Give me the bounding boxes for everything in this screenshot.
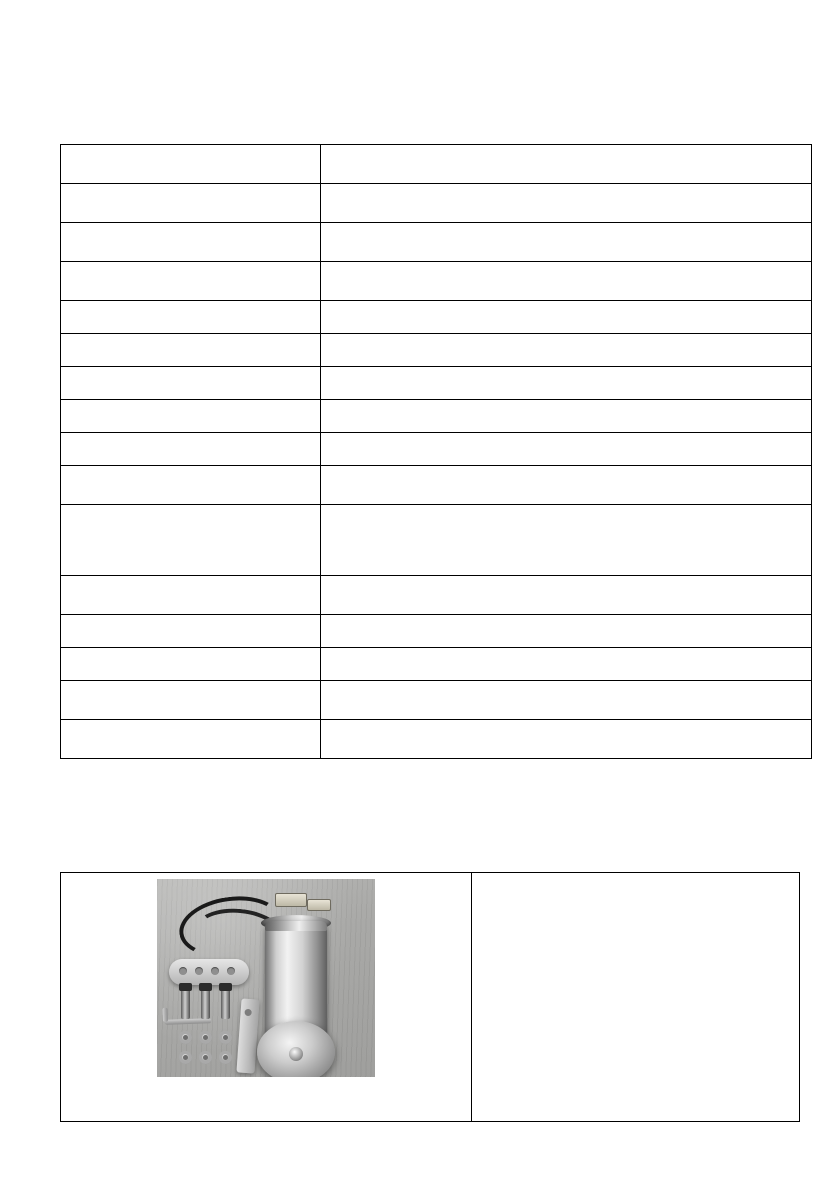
spec-value xyxy=(321,145,812,184)
spec-value xyxy=(321,648,812,681)
bolt-icon xyxy=(181,989,190,1019)
specification-table-body xyxy=(61,145,812,759)
spec-value xyxy=(321,223,812,262)
table-row xyxy=(61,466,812,505)
spec-value xyxy=(321,576,812,615)
washer-icon xyxy=(199,1051,212,1064)
product-image-table xyxy=(60,872,800,1122)
spec-label xyxy=(61,223,321,262)
washer-icon xyxy=(179,1031,192,1044)
spec-label xyxy=(61,400,321,433)
spec-value xyxy=(321,400,812,433)
washer-icon xyxy=(219,1051,232,1064)
spec-value xyxy=(321,433,812,466)
bolt-icon xyxy=(221,989,230,1019)
table-row xyxy=(61,720,812,759)
table-row xyxy=(61,145,812,184)
table-row xyxy=(61,400,812,433)
spec-value xyxy=(321,466,812,505)
washer-icon xyxy=(179,1051,192,1064)
spec-value xyxy=(321,262,812,301)
table-row xyxy=(61,576,812,615)
spec-label xyxy=(61,466,321,505)
spanner-wrench-icon xyxy=(169,959,249,985)
spec-value xyxy=(321,301,812,334)
spec-value xyxy=(321,184,812,223)
connector-icon xyxy=(275,893,307,907)
spec-value xyxy=(321,334,812,367)
spec-label xyxy=(61,184,321,223)
table-row xyxy=(61,184,812,223)
table-row xyxy=(61,505,812,576)
connector-icon xyxy=(307,899,331,911)
product-description-cell xyxy=(472,873,800,1122)
product-photo xyxy=(157,879,375,1077)
table-row xyxy=(61,433,812,466)
table-row xyxy=(61,873,800,1122)
spec-label xyxy=(61,145,321,184)
washer-icon xyxy=(199,1031,212,1044)
spec-label xyxy=(61,720,321,759)
spec-value xyxy=(321,681,812,720)
spec-value xyxy=(321,367,812,400)
spec-label xyxy=(61,576,321,615)
bolt-icon xyxy=(201,989,210,1019)
spec-label xyxy=(61,681,321,720)
spec-label xyxy=(61,367,321,400)
spec-label xyxy=(61,615,321,648)
table-row xyxy=(61,334,812,367)
table-row xyxy=(61,301,812,334)
table-row xyxy=(61,223,812,262)
table-row xyxy=(61,615,812,648)
specification-table xyxy=(60,144,812,759)
table-row xyxy=(61,681,812,720)
table-row xyxy=(61,648,812,681)
spec-label xyxy=(61,433,321,466)
table-row xyxy=(61,367,812,400)
product-image-table-body xyxy=(61,873,800,1122)
spec-value xyxy=(321,615,812,648)
spec-label xyxy=(61,301,321,334)
spec-label xyxy=(61,505,321,576)
spec-value xyxy=(321,720,812,759)
spec-label xyxy=(61,262,321,301)
table-row xyxy=(61,262,812,301)
washer-icon xyxy=(219,1031,232,1044)
spec-label xyxy=(61,334,321,367)
spec-label xyxy=(61,648,321,681)
motor-shaft xyxy=(289,1047,303,1061)
spec-value xyxy=(321,505,812,576)
product-image-cell xyxy=(61,873,472,1122)
